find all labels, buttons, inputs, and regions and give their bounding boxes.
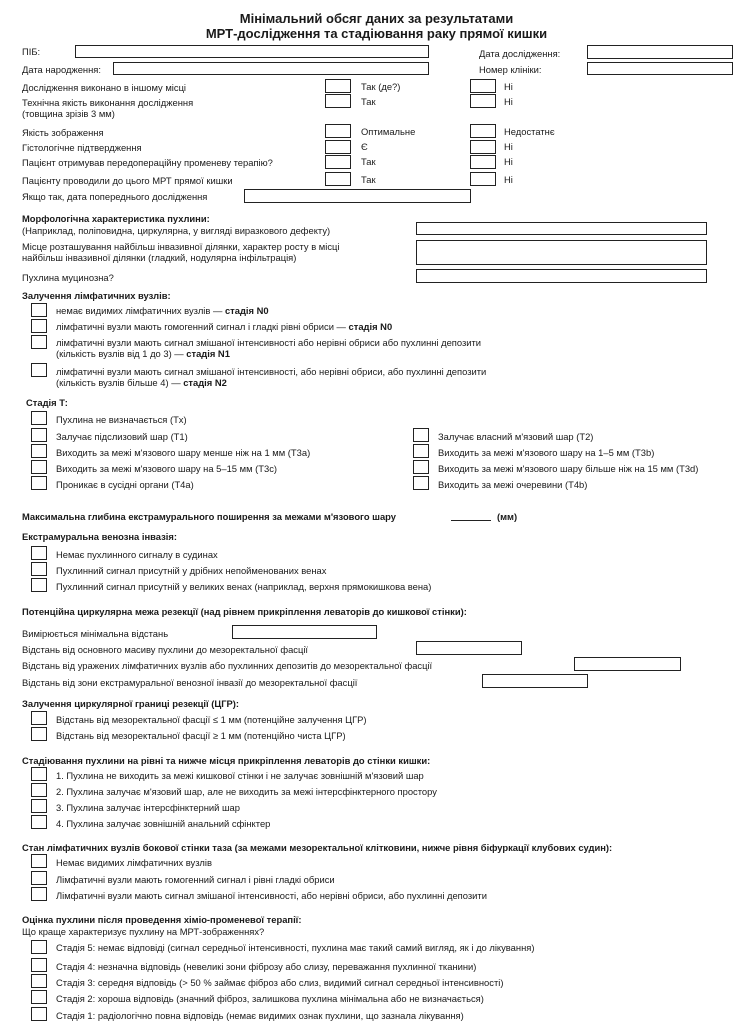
emvi-small-label: Пухлинний сигнал присутній у дрібних непойменованих венах (56, 565, 327, 576)
t1-label: Залучає підслизовий шар (T1) (56, 431, 188, 442)
t3a-checkbox[interactable] (31, 444, 47, 458)
technical-quality-sublabel: (товщина зрізів 3 мм) (22, 108, 115, 119)
response-question: Що краще характеризує пухлину на МРТ-зображеннях? (22, 926, 265, 937)
lateral-mixed-checkbox[interactable] (31, 887, 47, 901)
crm-involvement-heading: Залучення циркулярної границі резекції (ЦГР): (22, 698, 240, 709)
location-label-1: Місце розташування найбільш інвазивної ділянки, характер росту в місці (22, 241, 340, 252)
prior-mri-no-label: Ні (504, 174, 513, 185)
lateral-homogeneous-label: Лімфатичні вузли мають гомогенний сигнал і рівні гладкі обриси (56, 874, 335, 885)
t3b-label: Виходить за межі м'язового шару на 1–5 мм (T3b) (438, 447, 655, 458)
elsewhere-no-checkbox[interactable] (470, 79, 496, 93)
response-s1-checkbox[interactable] (31, 1007, 47, 1021)
location-field[interactable] (416, 240, 707, 265)
histology-yes-label: Є (361, 141, 368, 152)
levator-s2-label: 2. Пухлина залучає м'язовий шар, але не виходить за межі інтерсфінктерного простору (56, 786, 437, 797)
lymph-nodes-heading: Залучення лімфатичних вузлів: (22, 290, 171, 301)
crm-gt1-checkbox[interactable] (31, 727, 47, 741)
t4a-label: Проникає в сусідні органи (T4a) (56, 479, 194, 490)
exam-date-label: Дата дослідження: (479, 48, 561, 59)
emvi-large-checkbox[interactable] (31, 578, 47, 592)
technical-yes-checkbox[interactable] (325, 94, 351, 108)
t3d-checkbox[interactable] (413, 460, 429, 474)
image-quality-optimal-checkbox[interactable] (325, 124, 351, 138)
response-s3-label: Стадія 3: середня відповідь (> 50 % займає фіброз або слиз, видимий сигнал середньої інтенсивності) (56, 977, 504, 988)
n1-label-line-1: лімфатичні вузли мають сигнал змішаної інтенсивності або нерівні обриси або пухлинні депозити (56, 337, 482, 348)
image-quality-label: Якість зображення (22, 127, 104, 138)
prior-mri-no-checkbox[interactable] (470, 172, 496, 186)
n0a-label: немає видимих лімфатичних вузлів — стадія N0 (56, 305, 269, 316)
max-depth-label: Максимальна глибина екстрамурального поширення за межами м'язового шару (22, 511, 396, 522)
t4b-label: Виходить за межі очеревини (T4b) (438, 479, 588, 490)
response-s5-checkbox[interactable] (31, 940, 47, 954)
levator-s3-label: 3. Пухлина залучає інтерсфінктерний шар (56, 802, 240, 813)
n0b-label: лімфатичні вузли мають гомогенний сигнал і гладкі рівні обриси — стадія N0 (56, 321, 393, 332)
n2-checkbox[interactable] (31, 363, 47, 377)
clinic-number-label: Номер клініки: (479, 64, 542, 75)
lateral-none-checkbox[interactable] (31, 854, 47, 868)
prior-mri-date-label: Якщо так, дата попереднього дослідження (22, 191, 208, 202)
technical-quality-label: Технічна якість виконання дослідження (22, 97, 194, 108)
clinic-number-field[interactable] (587, 62, 733, 75)
t1-checkbox[interactable] (31, 428, 47, 442)
form-title-line-1: Мінімальний обсяг даних за результатами (239, 11, 514, 26)
from-emvi-field[interactable] (482, 674, 588, 688)
elsewhere-yes-checkbox[interactable] (325, 79, 351, 93)
t2-checkbox[interactable] (413, 428, 429, 442)
n0a-checkbox[interactable] (31, 303, 47, 317)
lateral-none-label: Немає видимих лімфатичних вузлів (56, 857, 212, 868)
prior-mri-date-field[interactable] (244, 189, 471, 203)
morphology-heading: Морфологічна характеристика пухлини: (22, 213, 210, 224)
t4b-checkbox[interactable] (413, 476, 429, 490)
form-title-line-2: МРТ-дослідження та стадіювання раку прямої кишки (205, 26, 548, 41)
levator-s1-label: 1. Пухлина не виходить за межі кишкової стінки і не залучає зовнішній м'язовий шар (56, 770, 424, 781)
t3b-checkbox[interactable] (413, 444, 429, 458)
max-depth-field[interactable] (451, 520, 491, 521)
elsewhere-yes-label: Так (де?) (361, 81, 401, 92)
levator-s4-label: 4. Пухлина залучає зовнішній анальний сфінктер (56, 818, 271, 829)
crm-le1-label: Відстань від мезоректальної фасції ≤ 1 мм (потенційне залучення ЦГР) (56, 714, 367, 725)
birth-date-field[interactable] (113, 62, 429, 75)
max-depth-unit: (мм) (497, 511, 518, 522)
morphology-example: (Наприклад, поліповидна, циркулярна, у вигляді виразкового дефекту) (22, 225, 331, 236)
response-s3-checkbox[interactable] (31, 974, 47, 988)
from-main-field[interactable] (416, 641, 522, 655)
t2-label: Залучає власний м'язовий шар (T2) (438, 431, 594, 442)
t4a-checkbox[interactable] (31, 476, 47, 490)
emvi-none-label: Немає пухлинного сигналу в судинах (56, 549, 218, 560)
response-s2-label: Стадія 2: хороша відповідь (значний фіброз, залишкова пухлина мінімальна або не визначається) (56, 993, 484, 1004)
levator-s2-checkbox[interactable] (31, 783, 47, 797)
crm-le1-checkbox[interactable] (31, 711, 47, 725)
tx-label: Пухлина не визначається (Tx) (56, 414, 187, 425)
preop-rt-no-label: Ні (504, 156, 513, 167)
preop-rt-yes-label: Так (361, 156, 376, 167)
emvi-none-checkbox[interactable] (31, 546, 47, 560)
emvi-large-label: Пухлинний сигнал присутній у великих венах (наприклад, верхня прямокишкова вена) (56, 581, 432, 592)
image-quality-insufficient-checkbox[interactable] (470, 124, 496, 138)
t3a-label: Виходить за межі м'язового шару менше ніж на 1 мм (T3a) (56, 447, 311, 458)
t3c-label: Виходить за межі м'язового шару на 5–15 мм (T3c) (56, 463, 277, 474)
preop-rt-no-checkbox[interactable] (470, 155, 496, 169)
lateral-nodes-heading: Стан лімфатичних вузлів бокової стінки таза (за межами мезоректальної клітковини, нижче рівня біфуркації клубових судин): (22, 842, 613, 853)
levator-s4-checkbox[interactable] (31, 815, 47, 829)
from-nodes-label: Відстань від уражених лімфатичних вузлів або пухлинних депозитів до мезоректальної фасції (22, 660, 433, 671)
levator-heading: Стадіювання пухлини на рівні та нижче місця прикріплення леваторів до стінки кишки: (22, 755, 431, 766)
from-main-label: Відстань від основного масиву пухлини до мезоректальної фасції (22, 644, 309, 655)
image-quality-optimal-label: Оптимальне (361, 126, 416, 137)
emvi-small-checkbox[interactable] (31, 562, 47, 576)
histology-no-checkbox[interactable] (470, 140, 496, 154)
technical-yes-label: Так (361, 96, 376, 107)
response-s4-checkbox[interactable] (31, 958, 47, 972)
from-emvi-label: Відстань від зони екстрамуральної венозної інвазії до мезоректальної фасції (22, 677, 358, 688)
min-distance-field[interactable] (232, 625, 377, 639)
response-s2-checkbox[interactable] (31, 990, 47, 1004)
t3c-checkbox[interactable] (31, 460, 47, 474)
n2-label-line-2: (кількість вузлів більше 4) — стадія N2 (56, 377, 227, 388)
location-label-2: найбільш інвазивної ділянки (гладкий, нодулярна інфільтрація) (22, 252, 297, 263)
response-s1-label: Стадія 1: радіологічно повна відповідь (немає видимих ознак пухлини, що зазнала лікування) (56, 1010, 464, 1021)
response-heading: Оцінка пухлини після проведення хіміо-променевої терапії: (22, 914, 302, 925)
birth-date-label: Дата народження: (22, 64, 101, 75)
prior-mri-yes-label: Так (361, 174, 376, 185)
histology-yes-checkbox[interactable] (325, 140, 351, 154)
technical-no-label: Ні (504, 96, 513, 107)
tx-checkbox[interactable] (31, 411, 47, 425)
mucinous-field[interactable] (416, 269, 707, 283)
morphology-field[interactable] (416, 222, 707, 235)
n1-checkbox[interactable] (31, 335, 47, 349)
min-distance-label: Вимірюється мінімальна відстань (22, 628, 169, 639)
histology-no-label: Ні (504, 141, 513, 152)
levator-s3-checkbox[interactable] (31, 799, 47, 813)
exam-date-field[interactable] (587, 45, 733, 59)
t3d-label: Виходить за межі м'язового шару більше ніж на 15 мм (T3d) (438, 463, 699, 474)
t-stage-heading: Стадія Т: (26, 397, 68, 408)
crm-heading: Потенційна циркулярна межа резекції (над рівнем прикріплення леваторів до кишкової стінки): (22, 606, 467, 617)
name-label: ПІБ: (22, 46, 41, 57)
mucinous-label: Пухлина муцинозна? (22, 272, 114, 283)
n1-label-line-2: (кількість вузлів від 1 до 3) — стадія N1 (56, 348, 230, 359)
elsewhere-label: Дослідження виконано в іншому місці (22, 82, 187, 93)
image-quality-insufficient-label: Недостатнє (504, 126, 555, 137)
n0b-checkbox[interactable] (31, 319, 47, 333)
technical-no-checkbox[interactable] (470, 94, 496, 108)
preop-rt-yes-checkbox[interactable] (325, 155, 351, 169)
response-s5-label: Стадія 5: немає відповіді (сигнал середньої інтенсивності, пухлина має такий самий вигляд, як і до лікування) (56, 942, 535, 953)
lateral-mixed-label: Лімфатичні вузли мають сигнал змішаної інтенсивності, або нерівні обриси, або пухлинні депозити (56, 890, 487, 901)
name-field[interactable] (75, 45, 429, 58)
prior-mri-yes-checkbox[interactable] (325, 172, 351, 186)
from-nodes-field[interactable] (574, 657, 681, 671)
prior-mri-label: Пацієнту проводили до цього МРТ прямої кишки (22, 175, 233, 186)
levator-s1-checkbox[interactable] (31, 767, 47, 781)
response-s4-label: Стадія 4: незначна відповідь (невеликі зони фіброзу або слизу, переважання пухлинної тканини) (56, 961, 477, 972)
lateral-homogeneous-checkbox[interactable] (31, 871, 47, 885)
histology-label: Гістологічне підтвердження (22, 142, 142, 153)
preop-rt-label: Пацієнт отримував передопераційну променеву терапію? (22, 157, 273, 168)
emvi-heading: Екстрамуральна венозна інвазія: (22, 531, 177, 542)
n2-label-line-1: лімфатичні вузли мають сигнал змішаної інтенсивності, або нерівні обриси, або пухлинні депозити (56, 366, 487, 377)
elsewhere-no-label: Ні (504, 81, 513, 92)
crm-gt1-label: Відстань від мезоректальної фасції ≥ 1 мм (потенційно чиста ЦГР) (56, 730, 346, 741)
